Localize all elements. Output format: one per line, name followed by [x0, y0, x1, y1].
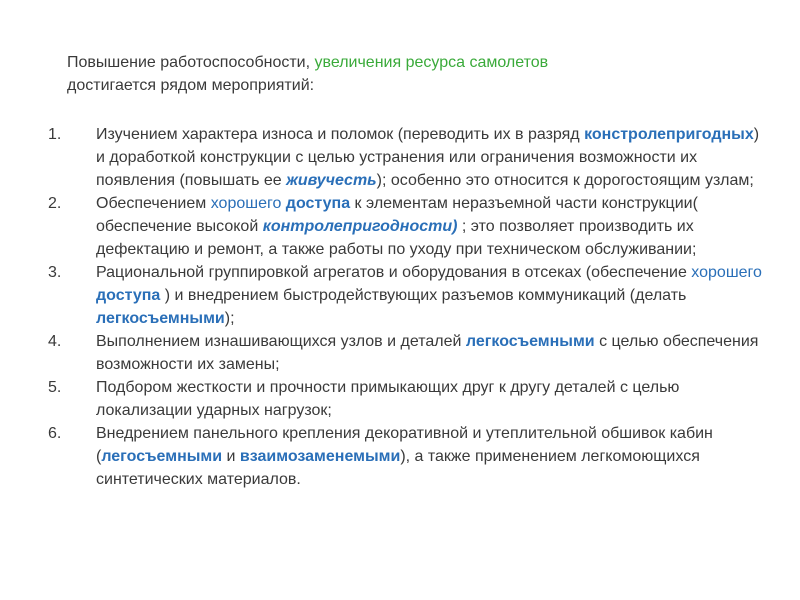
- item-number: 5.: [48, 379, 62, 396]
- item-text: с целью обеспечения возможности их замены;: [96, 333, 759, 373]
- item-text: Изучением характера износа и поломок (переводить их в разряд: [96, 126, 585, 143]
- item-text: ); особенно это относится к дорогостоящим узлам;: [376, 172, 754, 189]
- intro-highlight: увеличения ресурса самолетов: [314, 54, 549, 71]
- item-text: ) и доработкой конструкции с целью устранения или ограничения возможности их появления (повышать ее: [96, 126, 760, 189]
- keyword: легосъемными: [101, 448, 223, 465]
- item-number: 1.: [48, 126, 62, 143]
- item-text: и: [222, 448, 240, 465]
- intro-paragraph: [67, 51, 747, 97]
- item-text: );: [224, 310, 235, 327]
- item-text: к элементам неразъемной части конструкции( обеспечение высокой: [96, 195, 698, 235]
- item-text: Обеспечением: [96, 195, 211, 212]
- item-text: Выполнением изнашивающихся узлов и деталей: [96, 333, 466, 350]
- list-item-2: [48, 192, 768, 261]
- keyword: легкосъемными: [96, 310, 225, 327]
- item-text: ) и внедрением быстродействующих разъемов коммуникаций (делать: [160, 287, 687, 304]
- list-item-5: [48, 376, 768, 422]
- keyword-light: хорошего: [691, 264, 762, 281]
- item-text: Рациональной группировкой агрегатов и оборудования в отсеках (обеспечение: [96, 264, 692, 281]
- item-number: 6.: [48, 425, 62, 442]
- item-number: 3.: [48, 264, 62, 281]
- measures-list: [48, 123, 768, 491]
- keyword: констролепригодных: [584, 126, 754, 143]
- item-text: Внедрением панельного крепления декоративной и утеплительной обшивок кабин (: [96, 425, 713, 465]
- keyword: доступа: [285, 195, 351, 212]
- keyword: живучесть: [286, 172, 377, 189]
- keyword: доступа: [96, 287, 161, 304]
- intro-text-1: Повышение работоспособности,: [67, 54, 315, 71]
- item-text: ; это позволяет производить их дефектацию и ремонт, а также работы по уходу при техническом обслуживании;: [96, 218, 697, 258]
- item-text: Подбором жесткости и прочности примыкающих друг к другу деталей с целью локализации ударных нагрузок;: [96, 379, 680, 419]
- keyword: контролепригодности): [262, 218, 458, 235]
- item-text: ), а также применением легкомоющихся синтетических материалов.: [96, 448, 700, 488]
- list-item-4: [48, 330, 768, 376]
- item-number: 2.: [48, 195, 62, 212]
- list-item-6: [48, 422, 768, 491]
- keyword: взаимозаменемыми: [239, 448, 401, 465]
- list-item-1: [48, 123, 768, 192]
- keyword-light: хорошего: [210, 195, 286, 212]
- intro-text-2: достигается рядом мероприятий:: [67, 77, 315, 94]
- item-number: 4.: [48, 333, 62, 350]
- list-item-3: [48, 261, 768, 330]
- keyword: легкосъемными: [465, 333, 595, 350]
